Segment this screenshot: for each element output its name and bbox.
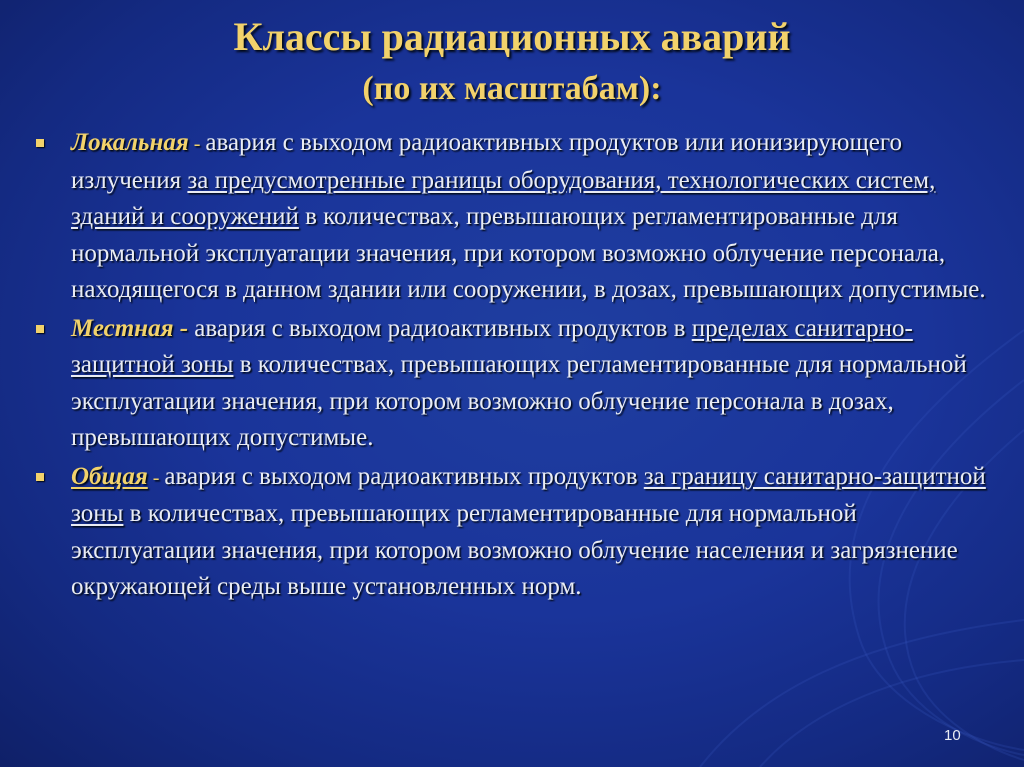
square-bullet-icon (36, 139, 44, 147)
item-text-underlined: за границу санитарно-защитной зоны (71, 462, 986, 527)
item-text-part2: в количествах, превышающих регламентированные для нормальной эксплуатации значения, при котором возможно облучение населения и загрязнение окружающей среды выше установленных норм. (71, 500, 958, 600)
term-dash: - (173, 314, 195, 342)
title-subtitle: (по их масштабам): (362, 70, 662, 107)
item-text-underlined: за предусмотренные границы оборудования, технологических систем, зданий и сооружений (71, 166, 936, 230)
term-general: Общая (71, 462, 148, 490)
item-text-part2: в количествах, превышающих регламентированные для нормальной эксплуатации значения, при котором возможно облучение персонала в дозах, превышающих допустимые. (71, 351, 967, 451)
term-dash: - (188, 133, 206, 155)
slide-number: 10 (944, 727, 961, 744)
item-text-underlined: пределах санитарно-защитной зоны (71, 314, 913, 378)
list-item-local (30, 125, 990, 309)
term-local: Локальная (71, 129, 189, 156)
square-bullet-icon (36, 325, 44, 333)
list-item-area (30, 311, 990, 457)
item-text-part1: авария с выходом радиоактивных продуктов или ионизирующего излучения (71, 129, 902, 194)
term-area: Местная (71, 314, 174, 342)
list-item-general (30, 459, 990, 606)
title-main: Классы радиационных аварий (233, 14, 791, 59)
bullet-list (30, 125, 990, 606)
square-bullet-icon (36, 473, 44, 481)
item-text-part1: авария с выходом радиоактивных продуктов в (194, 314, 692, 342)
item-text-part2: в количествах, превышающих регламентированные для нормальной эксплуатации значения, при котором возможно облучение персонала, находящегося в данном здании или сооружении, в дозах, превышающих допустимые. (71, 203, 986, 303)
item-text-part1: авария с выходом радиоактивных продуктов (164, 462, 644, 490)
slide-title (0, 12, 1024, 112)
term-dash: - (147, 466, 165, 489)
